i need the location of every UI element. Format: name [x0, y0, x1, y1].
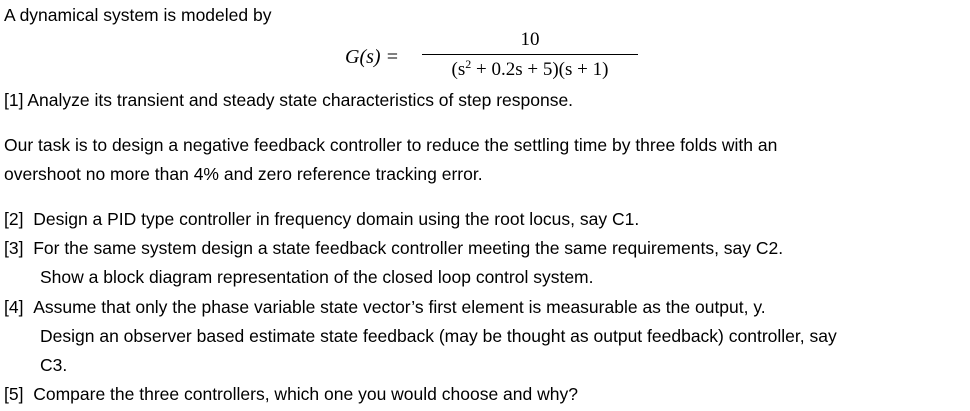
item-3-continuation: Show a block diagram representation of the closed loop control system. — [40, 267, 594, 287]
equation-numerator: 10 — [520, 29, 540, 50]
task-1: [1] Analyze its transient and steady state characteristics of step response. — [4, 90, 574, 110]
denominator-part-2: + 0.2s + 5)(s + 1) — [471, 59, 609, 81]
item-4-text: Assume that only the phase variable state vector’s first element is measurable as the output, y. — [33, 297, 766, 317]
item-5-text: Compare the three controllers, which one you would choose and why? — [33, 384, 578, 404]
item-2 — [4, 208, 639, 230]
item-5-number: [5] — [4, 384, 24, 404]
item-3-text: For the same system design a state feedback controller meeting the same requirements, say C2. — [33, 238, 784, 258]
fraction-bar — [422, 54, 638, 55]
denominator-exponent: 2 — [465, 57, 472, 72]
item-4-continuation-2: C3. — [40, 355, 68, 375]
item-2-text: Design a PID type controller in frequency domain using the root locus, say C1. — [33, 209, 640, 229]
item-4-number: [4] — [4, 297, 24, 317]
item-5 — [4, 383, 578, 405]
item-4-continuation-1: Design an observer based estimate state feedback (may be thought as output feedback) controller, say — [40, 326, 837, 346]
item-3-number: [3] — [4, 238, 24, 258]
equation-denominator — [422, 58, 638, 82]
paragraph-line-2: overshoot no more than 4% and zero reference tracking error. — [4, 164, 483, 184]
equation-fraction — [422, 28, 638, 82]
denominator-part-1: (s — [451, 59, 466, 81]
item-2-number: [2] — [4, 209, 24, 229]
intro-text: A dynamical system is modeled by — [4, 5, 272, 25]
equation-lhs: G(s) = — [345, 46, 400, 68]
item-3 — [4, 237, 783, 259]
paragraph-line-1: Our task is to design a negative feedback controller to reduce the settling time by three folds with an — [4, 135, 778, 155]
item-4 — [4, 296, 766, 318]
